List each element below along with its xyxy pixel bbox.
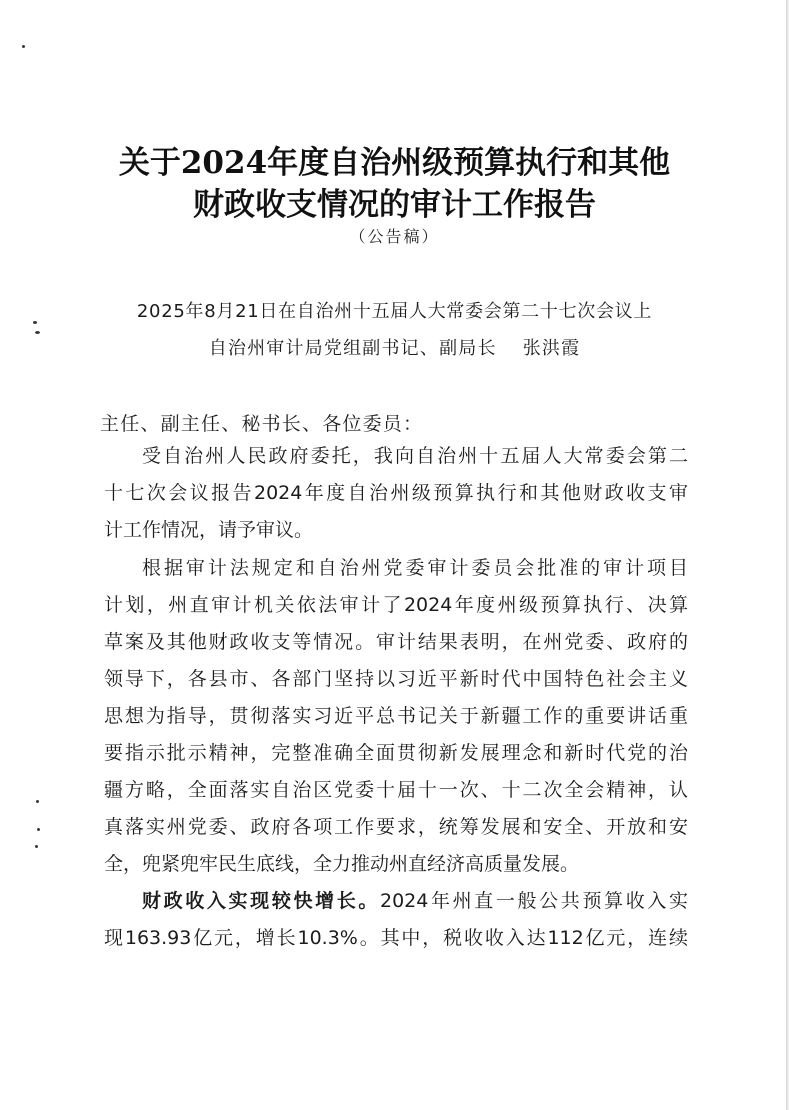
document-title-line-1: 关于2024年度自治州级预算执行和其他 xyxy=(118,145,671,181)
paragraph-2-line: 要指示批示精神，完整准确全面贯彻新发展理念和新时代党的治 xyxy=(104,742,688,764)
scan-speck xyxy=(22,45,25,48)
paragraph-1-line: 受自治州人民政府委托，我向自治州十五届人大常委会第二 xyxy=(142,445,688,467)
scan-speck xyxy=(35,845,38,848)
paragraph-3-lead: 财政收入实现较快增长。 xyxy=(142,890,380,912)
scan-speck xyxy=(37,828,40,831)
meeting-line: 2025年8月21日在自治州十五届人大常委会第二十七次会议上 xyxy=(136,301,653,322)
paragraph-3-line: 现163.93亿元，增长10.3%。其中，税收收入达112亿元，连续 xyxy=(104,927,688,949)
paragraph-2-line: 全，兜紧兜牢民生底线，全力推动州直经济高质量发展。 xyxy=(104,853,580,875)
document-title-line-2: 财政收支情况的审计工作报告 xyxy=(193,187,596,223)
paragraph-2-line: 草案及其他财政收支等情况。审计结果表明，在州党委、政府的 xyxy=(104,631,688,653)
paragraph-2-line: 思想为指导，贯彻落实习近平总书记关于新疆工作的重要讲话重 xyxy=(104,705,688,727)
paragraph-2-line: 真落实州党委、政府各项工作要求，统筹发展和安全、开放和安 xyxy=(104,816,688,838)
paragraph-2-line: 根据审计法规定和自治州党委审计委员会批准的审计项目 xyxy=(142,557,688,579)
paragraph-2-line: 疆方略，全面落实自治区党委十届十一次、十二次全会精神，认 xyxy=(104,779,688,801)
reporter-name: 张洪霞 xyxy=(522,338,581,359)
paragraph-1-line: 计工作情况，请予审议。 xyxy=(104,519,314,541)
scan-speck xyxy=(36,800,39,803)
paragraph-2-line: 领导下，各县市、各部门坚持以习近平新时代中国特色社会主义 xyxy=(104,668,688,690)
paragraph-3-line xyxy=(142,888,688,914)
paragraph-3-rest: 2024年州直一般公共预算收入实 xyxy=(380,890,688,912)
paragraph-2-line: 计划，州直审计机关依法审计了2024年度州级预算执行、决算 xyxy=(104,594,688,616)
paragraph-1-line: 十七次会议报告2024年度自治州级预算执行和其他财政收支审 xyxy=(104,482,688,504)
reporter-line xyxy=(0,334,789,360)
salutation: 主任、副主任、秘书长、各位委员： xyxy=(100,413,424,435)
document-subtitle: （公告稿） xyxy=(349,227,440,246)
reporter-position: 自治州审计局党组副书记、副局长 xyxy=(208,338,497,359)
